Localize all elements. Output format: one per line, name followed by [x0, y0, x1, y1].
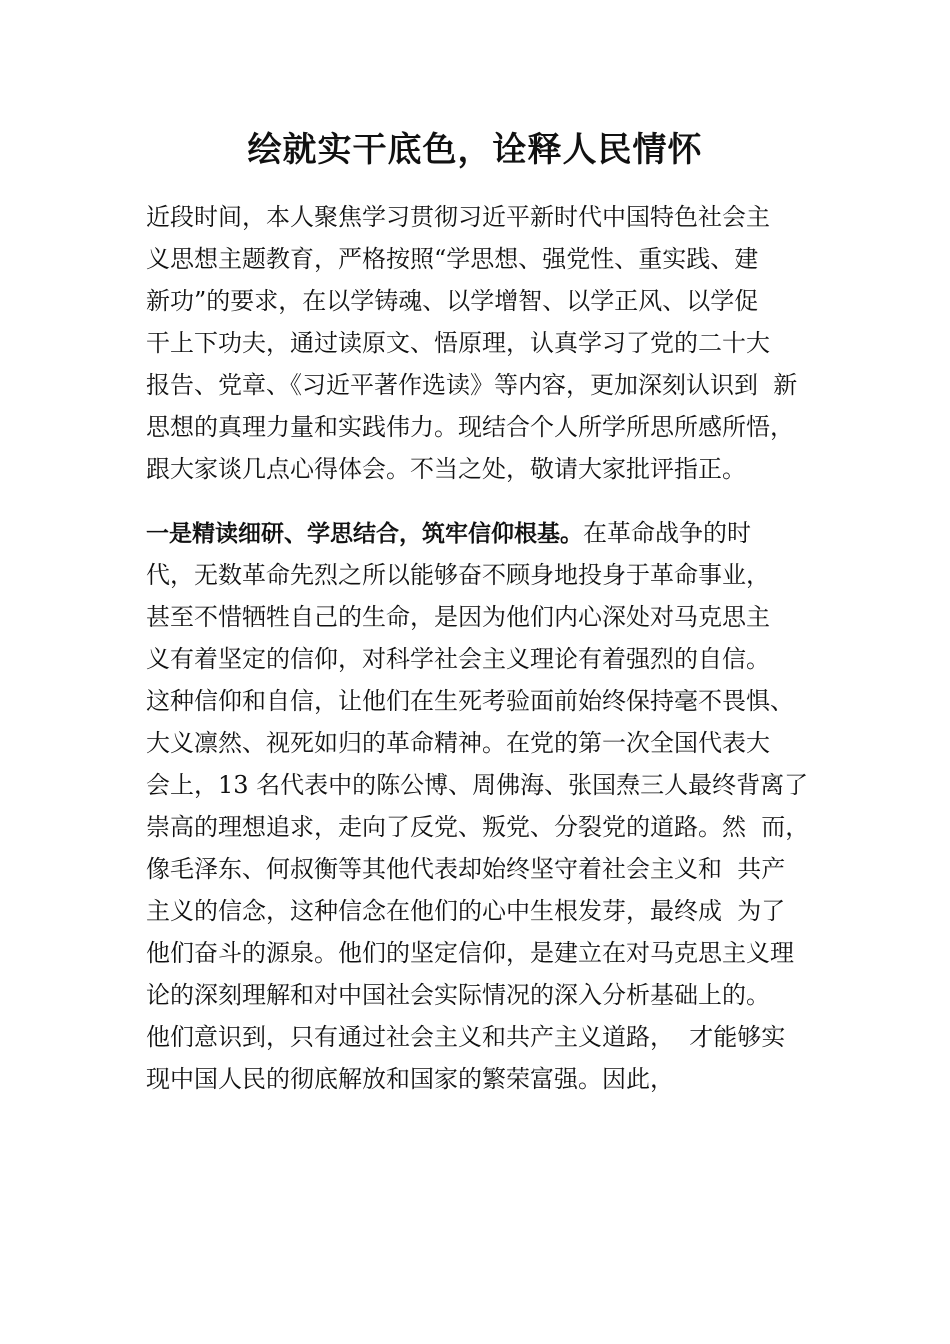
text-line: 跟大家谈几点心得体会。不当之处，敬请大家批评指正。: [146, 455, 746, 483]
text-line: 大义凛然、视死如归的革命精神。在党的第一次全国代表大: [146, 729, 770, 757]
text-line: 干上下功夫，通过读原文、悟原理，认真学习了党的二十大: [146, 329, 770, 357]
section-heading: 一是精读细研、学思结合，筑牢信仰根基。: [146, 521, 583, 547]
text-line: 这种信仰和自信，让他们在生死考验面前始终保持毫不畏惧、: [146, 687, 794, 715]
text-line: 新功”的要求，在以学铸魂、以学增智、以学正风、以学促: [146, 287, 759, 315]
text-line: 代，无数革命先烈之所以能够奋不顾身地投身于革命事业，: [146, 561, 770, 589]
document-title: 绘就实干底色，诠释人民情怀: [247, 130, 703, 170]
text-line: 义有着坚定的信仰，对科学社会主义理论有着强烈的自信。: [146, 645, 770, 673]
text-run: 在革命战争的时: [583, 519, 751, 547]
text-line: 像毛泽东、何叔衡等其他代表却始终坚守着社会主义和 共产: [146, 855, 786, 883]
paragraph-section-one: [146, 512, 836, 1100]
text-line: 甚至不惜牺牲自己的生命，是因为他们内心深处对马克思主: [146, 603, 770, 631]
text-line: 报告、党章、《习近平著作选读》等内容，更加深刻认识到 新: [146, 371, 798, 399]
text-line: 现中国人民的彻底解放和国家的繁荣富强。因此，: [146, 1065, 674, 1093]
text-line: 会上，13 名代表中的陈公博、周佛海、张国焘三人最终背离了: [146, 771, 809, 799]
text-line-first: [146, 512, 836, 554]
paragraph-intro: [146, 196, 836, 490]
text-line: 主义的信念，这种信念在他们的心中生根发芽，最终成 为了: [146, 897, 786, 925]
text-line: 近段时间，本人聚焦学习贯彻习近平新时代中国特色社会主: [146, 203, 770, 231]
text-line: 义思想主题教育，严格按照“学思想、强党性、重实践、建: [146, 245, 759, 273]
text-line: 论的深刻理解和对中国社会实际情况的深入分析基础上的。: [146, 981, 770, 1009]
text-line: 他们意识到，只有通过社会主义和共产主义道路， 才能够实: [146, 1023, 786, 1051]
text-line: 思想的真理力量和实践伟力。现结合个人所学所思所感所悟，: [146, 413, 794, 441]
text-line: 他们奋斗的源泉。他们的坚定信仰，是建立在对马克思主义理: [146, 939, 794, 967]
text-line: 崇高的理想追求，走向了反党、叛党、分裂党的道路。然 而，: [146, 813, 810, 841]
